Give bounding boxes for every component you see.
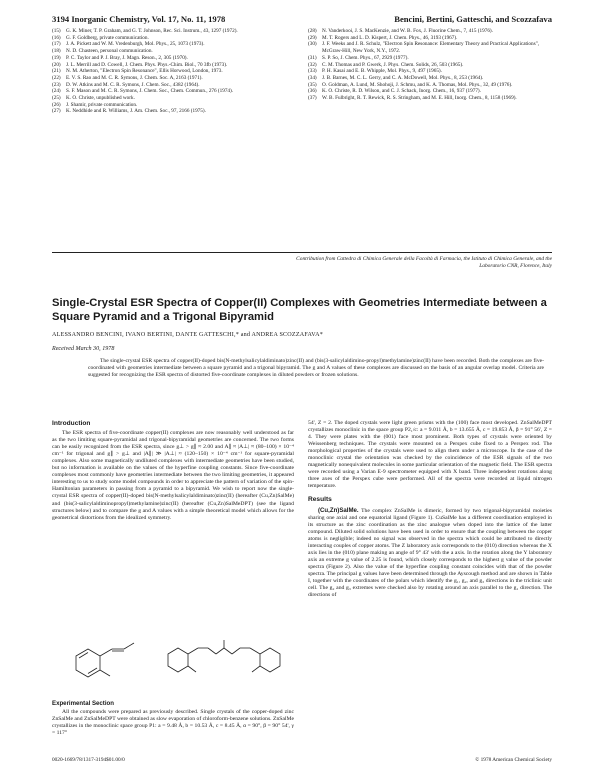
reference-item: (28) N. Vanderkooi, J. S. MacKenzie, and W. B. Fox, J. Fluorine Chem., 7, 415 (1976). <box>308 28 493 34</box>
benzene-ring-3 <box>260 648 280 672</box>
benzene-ring-1 <box>76 649 100 677</box>
results-subheading: (Cu,Zn)SalMe. <box>318 506 359 514</box>
reference-item: (20) J. L. Merrill and D. Cowell, J. Chem. Phys. Phys.-Chim. Biol., 70 3fb (1973). <box>52 61 228 68</box>
received-date: Received March 30, 1978 <box>52 346 115 352</box>
reference-item: (16) G. F. Goldberg, private communication. <box>52 34 149 41</box>
author-list: ALESSANDRO BENCINI, IVANO BERTINI, DANTE GATTESCHI,* and ANDREA SCOZZAFAVA* <box>52 332 323 338</box>
running-header-left: 3194 Inorganic Chemistry, Vol. 17, No. 11, 1978 <box>52 14 226 24</box>
footer-copyright: © 1978 American Chemical Society <box>475 757 552 763</box>
reference-item: (26) J. Shamir, private communication. <box>52 101 138 108</box>
right-body-column <box>308 420 552 599</box>
reference-item: (37) W. B. Fulbright, R. T. Rewick, R. S. Stringham, and M. E. Hill, Inorg. Chem., 8, 1158 (1969). <box>308 95 517 102</box>
reference-item: (15) G. K. Miner, T. P. Graham, and G. T. Johnson, Rec. Sci. Instrum., 43, 1297 (1972). <box>52 28 238 34</box>
introduction-text: The ESR spectra of five-coordinate copper(II) complexes are now reasonably well understood as far as the two limiting square-pyramidal and trigonal-bipyramidal geometries are concerned. The two forms can be easily recognized from the ESR spectra, since g⊥ > g∥ ≈ 2.00 and A∥ ≈ |A⊥| ≈ (80–100) × 10⁻⁴ cm⁻¹ for trigonal and g∥ > g⊥ and |A∥| ≫ |A⊥| ≈ (120–150) × 10⁻⁴ cm⁻¹ for square-pyramidal complexes. Also some magnetically undiluted complexes with intermediate geometries have been studied, but no information is available on the values of the hyperfine coupling constants. Since five-coordinate complexes most commonly have geometries intermediate between the two limiting geometries, it appeared interesting to us to study some model compounds in order to appreciate the pattern of variation of the spin-Hamiltonian parameters in passing from a pyramid to a bipyramid. We wish to report now the single-crystal ESR spectra of copper(II)-doped bis(N-methylsalicylaldiminato)zinc(II) (hereafter (Cu,Zn)SalMe) and (bis(3-salicylaldiminopropyl)methylamine)zinc(II) (hereafter (Cu,Zn)SalMeDPT) (see the ligand structures below) and to compare the g and A values with a simple theoretical model which allows for the geometrical distortions from the idealized symmetry. <box>52 430 294 521</box>
footer-code: 0020-1669/78/1317-3194$01.00/0 <box>52 757 125 763</box>
reference-item: (24) S. F. Mason and M. C. R. Symons, J. Chem. Soc., Chem. Commun., 276 (1974). <box>52 88 234 95</box>
reference-item: (30) J. F. Weeks and J. R. Schulz, "Electron Spin Resonance: Elementary Theory and Practical Applications", McGraw-Hill, New York, N.Y., 1972. <box>308 41 540 55</box>
results-paragraph: The complex ZnSalMe is dimeric, formed by two trigonal-bipyramidal moieties sharing one axial and one equatorial ligand (Figure 1). CuSalMe has a different coordination employed in its structure as the zinc coordination as the zinc analogue when doped into the lattice of the latter compound. Diluted solid solutions have been used in order to ensure that the coupling between the copper atoms is negligible; indeed no signal was observed in the spectra which could be attributed to directly interacting couples of copper atoms. The Z laboratory axis corresponds to the (010) direction whereas the X axis lies in the (010) plane making an angle of 9° 43' with the a axis. In the rotation along the Y laboratory axis an extreme g value of 2.25 is found, which closely corresponds to the highest g value of the powder spectra (Figure 2). Also the value of the hyperfine coupling constant coincides with that of the powder spectra. The principal g values have been determined through the Ayscough method and are shown in Table I, together with the coordinates of the polars which identify the g₁, g₂, and g₃ directions in the triclinic unit cell. The g₂ and g₃ extremes were checked also by rotating around an axis parallel to the g₁ direction. The directions of <box>308 507 552 599</box>
reference-item: (32) C. M. Thomas and P. Gwerk, J. Phys. Chem. Solids, 26, 503 (1965). <box>308 61 464 68</box>
benzene-ring-2 <box>168 648 188 672</box>
reference-item: (29) M. T. Rogers and L. D. Kispert, J. Chem. Phys., 46, 3193 (1967). <box>308 34 458 41</box>
methods-text: 54', Z = 2. The doped crystals were light green prisms with the (100) face most developed. ZnSalMeDPT crystallizes monoclinic in the space group P2₁/c: a = 9.011 Å, b = 13.655 Å, c = 19.853 Å, β = 91° 56', Z = 4. They were plates with the (001) face most prominent. Both types of crystals were oriented by Weissenberg techniques. The crystals were mounted on a Perspex cube fixed to a Perspex rod. The morphological properties of the crystals were used to align them under a microscope. In the case of the monoclinic crystal the orientation was checked by the coincidence of the ESR signals of the two magnetically nonequivalent molecules in some particular orientation of the magnetic field. The ESR spectra were recorded using a Varian E-9 spectrometer equipped with X band. Three independent rotations along three axes of the Perspex cube were performed. All of the spectra were recorded at liquid nitrogen temperature. <box>308 420 552 490</box>
reference-item: (21) N. M. Atherton, "Electron Spin Resonance", Ellis Horwood, London, 1973. <box>52 68 223 75</box>
reference-item: (19) P. C. Taylor and P. J. Bray, J. Magn. Reson., 2, 305 (1970). <box>52 54 188 61</box>
experimental-heading: Experimental Section <box>52 700 114 707</box>
reference-item: (36) K. O. Christe, R. D. Wilson, and C. J. Schack, Inorg. Chem., 16, 937 (1977). <box>308 88 481 95</box>
results-heading: Results <box>308 496 332 504</box>
experimental-text: All the compounds were prepared as previously described. Single crystals of the copper-doped zinc ZnSalMe and ZnSalMeDPT were obtained as slow evaporation of chloroform-benzene solutions. ZnSalMe crystallizes in the monoclinic space group P1: a = 9.48 Å, b = 10.53 Å, c = 8.45 Å, α = 90°, β = 90° 54', γ = 117° <box>52 709 294 737</box>
article-title: Single-Crystal ESR Spectra of Copper(II) Complexes with Geometries Intermediate between a Square Pyramid and a Trigonal Bipyramid <box>52 297 547 323</box>
reference-item: (34) J. B. Barnes, M. C. L. Gerry, and C. A. McDowell, Mol. Phys., 8, 253 (1964). <box>308 74 484 81</box>
abstract: The single-crystal ESR spectra of copper(II)-doped bis(N-methylsalicylaldiminato)zinc(II) and (bis(3-salicylaldimino-propyl)methylamine)zinc(II) have been recorded. Both the complexes are five-coordinated with geometries intermediate between a square pyramid and a trigonal bipyramid. The g and A values of these complexes are discussed on the basis of an angular overlap model. Criteria are suggested for recognizing the ESR spectra of distorted five-coordinate complexes in diluted powders or frozen solutions. <box>88 358 544 379</box>
reference-item: (33) P. H. Kasai and E. B. Whipple, Mol. Phys., 9, 497 (1965). <box>308 68 442 75</box>
reference-item: (25) K. O. Christe, unpublished work. <box>52 95 135 102</box>
experimental-section <box>52 700 294 737</box>
reference-item: (31) S. P. So, J. Chem. Phys., 67, 2929 (1977). <box>308 54 409 61</box>
section-divider <box>52 252 552 253</box>
left-body-column <box>52 420 294 522</box>
reference-item: (22) E. V. S. Rao and M. C. R. Symons, J. Chem. Soc. A, 2163 (1971). <box>52 74 203 81</box>
reference-item: (35) O. Goldman, A. Lund, M. Shohoji, J. Schmu, and K. A. Thomas, Mol. Phys., 32, 49 (1976). <box>308 81 513 88</box>
reference-item: (27) K. Neddhide and R. Williams, J. Am. Chem. Soc., 97, 2166 (1975). <box>52 108 206 115</box>
results-text <box>308 507 552 600</box>
reference-item: (23) D. W. Atkins and M. C. R. Symons, J. Chem. Soc., 4382 (1964). <box>52 81 200 88</box>
contribution-line: Contribution from Cattedra di Chimica Generale della Facoltà di Farmacia, the Istituto di Chimica Generale, and the Laboratorio CNR, Florence, Italy <box>296 256 552 269</box>
running-header-right: Bencini, Bertini, Gatteschi, and Scozzafava <box>394 14 552 24</box>
references-left-column <box>52 28 294 115</box>
reference-item: (17) J. A. Pickett and W. M. Vredenburgh, Mol. Phys., 25, 1073 (1973). <box>52 41 205 48</box>
introduction-heading: Introduction <box>52 420 91 427</box>
ligand-structures-figure <box>56 632 292 694</box>
references-right-column <box>308 28 552 102</box>
page-footer <box>52 757 552 763</box>
reference-item: (18) N. D. Chasteen, personal communication. <box>52 48 153 55</box>
